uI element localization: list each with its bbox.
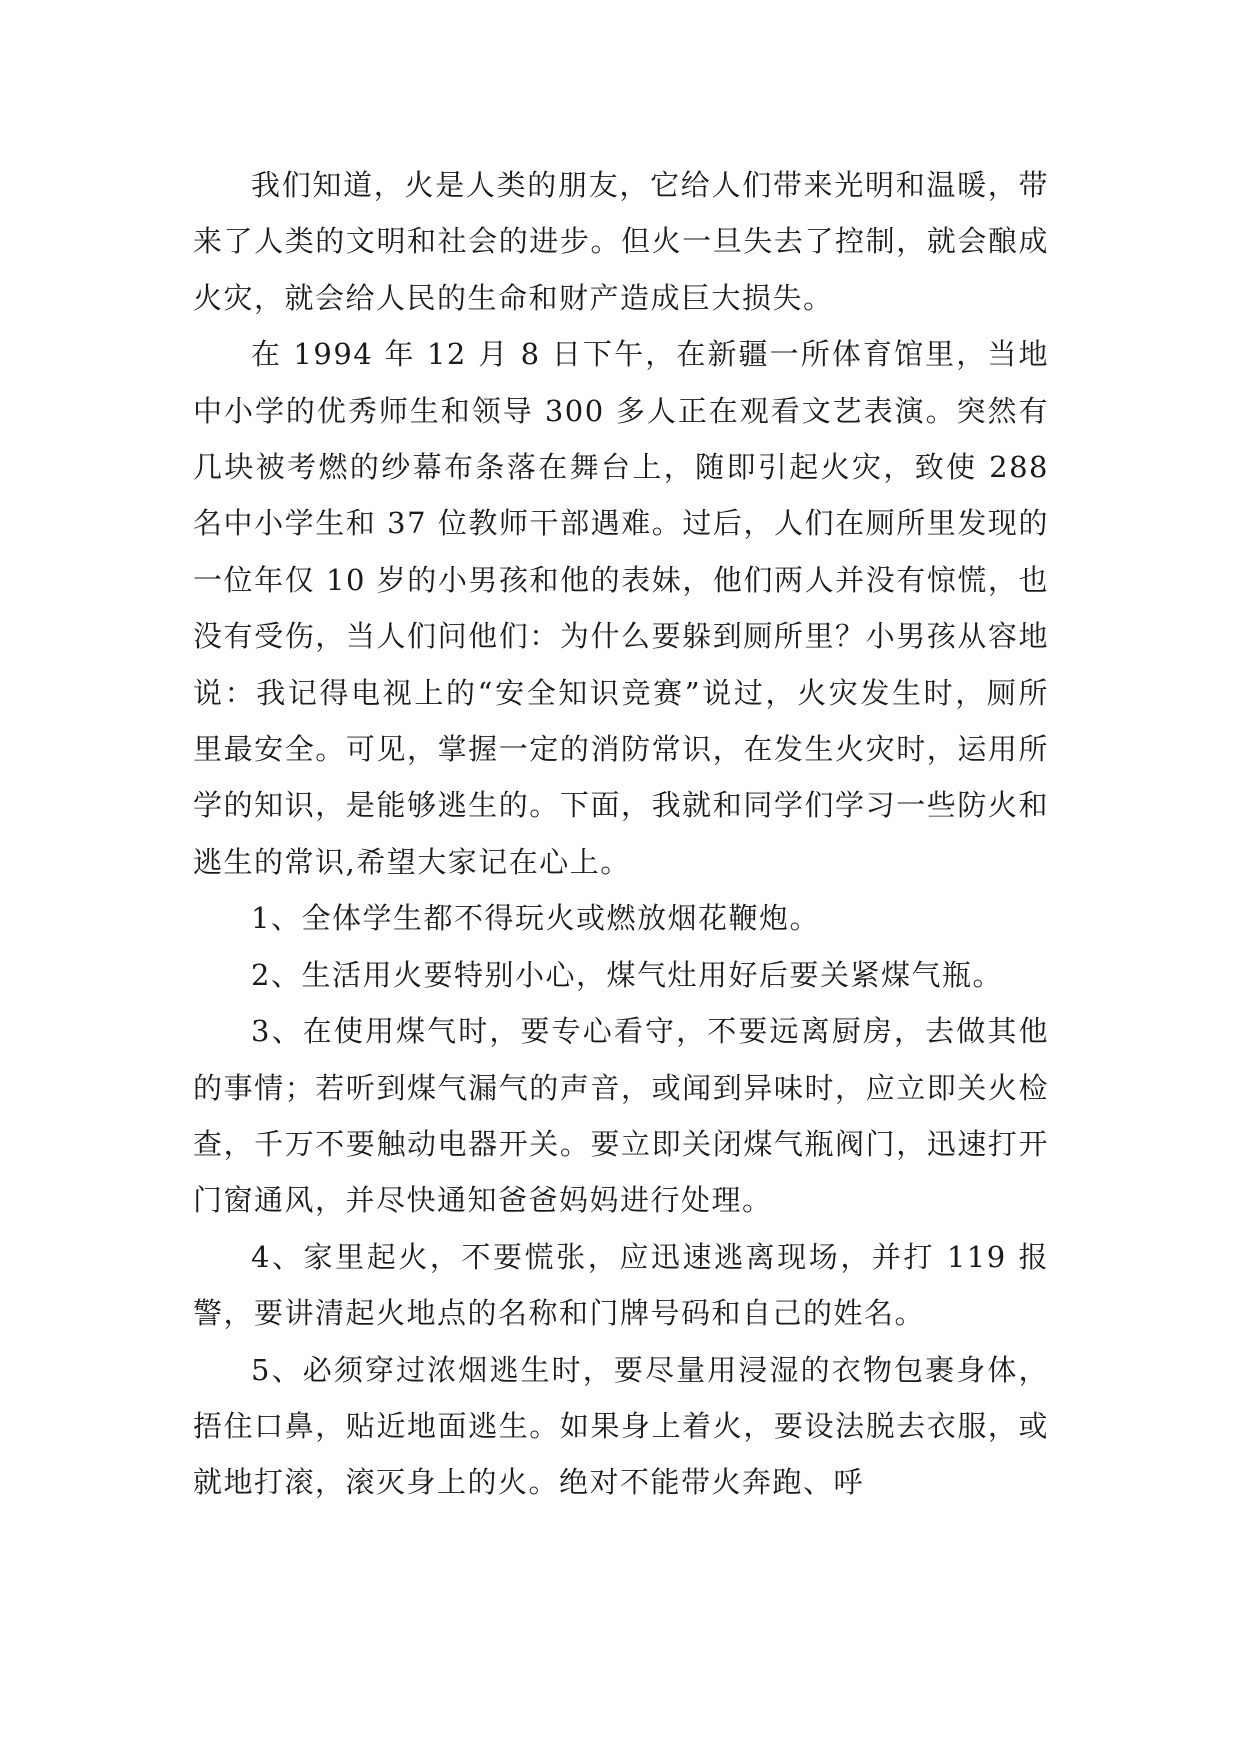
list-item-1: 1、全体学生都不得玩火或燃放烟花鞭炮。 [251,901,820,936]
list-item-4: 4、家里起火，不要慌张，应迅速逃离现场，并打 119 报警，要讲清起火地点的名称和门牌号码和自己的姓名。 [193,1239,1049,1331]
paragraph-story: 在 1994 年 12 月 8 日下午，在新疆一所体育馆里，当地中小学的优秀师生和领导 300 多人正在观看文艺表演。突然有几块被考燃的纱幕布条落在舞台上，随即引起火灾，致使 288 名中小学生和 37 位教师干部遇难。过后，人们在厕所里发现的一位年仅 10 岁的小男孩和他的表妹，他们两人并没有惊慌，也没有受伤，当人们问他们：为什么要躲到厕所里？小男孩从容地说：我记得电视上的“安全知识竞赛”说过，火灾发生时，厕所里最安全。可见，掌握一定的消防常识，在发生火灾时，运用所学的知识，是能够逃生的。下面，我就和同学们学习一些防火和逃生的常识,希望大家记在心上。 [193,337,1049,879]
list-item-2: 2、生活用火要特别小心，煤气灶用好后要关紧煤气瓶。 [251,957,1003,992]
list-item-3: 3、在使用煤气时，要专心看守，不要远离厨房，去做其他的事情；若听到煤气漏气的声音，或闻到异味时，应立即关火检查，千万不要触动电器开关。要立即关闭煤气瓶阀门，迅速打开门窗通风，并尽快通知爸爸妈妈进行处理。 [193,1014,1049,1218]
paragraph-intro: 我们知道，火是人类的朋友，它给人们带来光明和温暖，带来了人类的文明和社会的进步。但火一旦失去了控制，就会酿成火灾，就会给人民的生命和财产造成巨大损失。 [193,168,1049,315]
list-item-5: 5、必须穿过浓烟逃生时，要尽量用浸湿的衣物包裹身体，捂住口鼻，贴近地面逃生。如果身上着火，要设法脱去衣服，或就地打滚，滚灭身上的火。绝对不能带火奔跑、呼 [193,1352,1049,1500]
document-body [193,157,1049,1511]
